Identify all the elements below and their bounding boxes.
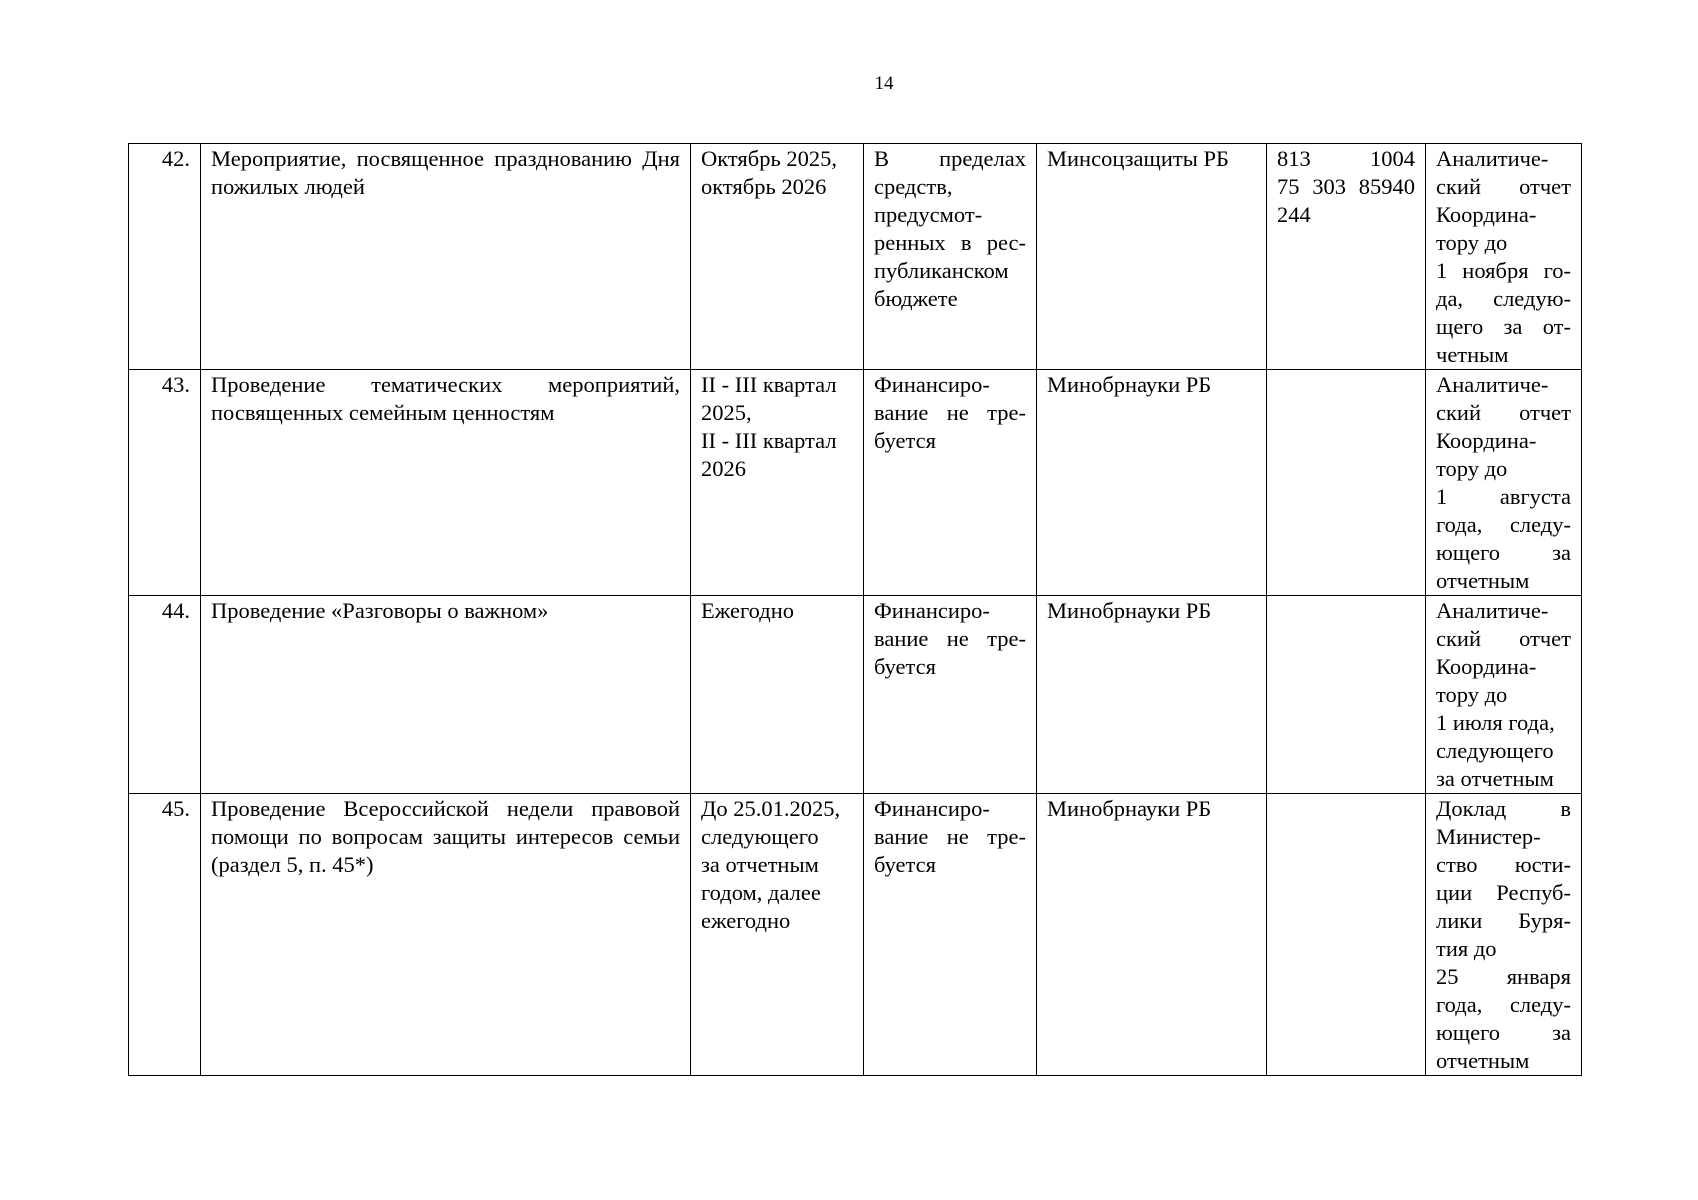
funding-line: бюджете (874, 286, 958, 311)
executor: Минобрнауки РБ (1037, 370, 1267, 596)
period-line: за отчетным (701, 852, 819, 877)
funding-line: вание не тре- (874, 400, 1026, 425)
report-line: следующего (1436, 738, 1554, 763)
report-line: лики Буря- (1436, 908, 1571, 933)
event-name: Проведение Всероссийской недели правовой помощи по вопросам защиты интересов семьи (раздел 5, п. 45*) (201, 794, 691, 1076)
report-cell (1426, 144, 1582, 370)
report-line: года, следу- (1436, 992, 1571, 1017)
report-line: тия до (1436, 936, 1497, 961)
budget-code-cell (1267, 144, 1426, 370)
funding-line: Финансиро- (874, 372, 990, 397)
funding-cell (864, 596, 1037, 794)
funding-line: буется (874, 654, 936, 679)
report-line: щего за от- (1436, 314, 1571, 339)
executor: Минсоцзащиты РБ (1037, 144, 1267, 370)
funding-cell (864, 794, 1037, 1076)
period-line: Ежегодно (701, 598, 794, 623)
budget-code-cell (1267, 370, 1426, 596)
funding-line: ренных в рес- (874, 230, 1026, 255)
period-line: 2025, (701, 400, 752, 425)
period-cell (691, 144, 864, 370)
report-line: ции Респуб- (1436, 880, 1571, 905)
report-line: ский отчет (1436, 400, 1571, 425)
report-line: Аналитиче- (1436, 598, 1549, 623)
executor: Минобрнауки РБ (1037, 794, 1267, 1076)
period-line: годом, далее (701, 880, 821, 905)
event-name: Мероприятие, посвященное празднованию Дня пожилых людей (201, 144, 691, 370)
period-line: II - III квартал (701, 428, 837, 453)
report-line: ство юсти- (1436, 852, 1571, 877)
budget-code-cell (1267, 794, 1426, 1076)
report-line: отчетным (1436, 1048, 1530, 1073)
budget-code-cell (1267, 596, 1426, 794)
report-line: ющего за (1436, 1020, 1571, 1045)
funding-line: вание не тре- (874, 626, 1026, 651)
report-line: Координа- (1436, 428, 1537, 453)
funding-line: буется (874, 852, 936, 877)
report-cell (1426, 794, 1582, 1076)
period-cell (691, 370, 864, 596)
budget-code-line: 75 303 85940 (1277, 174, 1415, 199)
period-line: ежегодно (701, 908, 791, 933)
funding-line: Финансиро- (874, 598, 990, 623)
funding-line: средств, (874, 174, 953, 199)
action-plan-table (128, 143, 1582, 1076)
report-line: Координа- (1436, 654, 1537, 679)
budget-code-line: 813 1004 (1277, 146, 1415, 171)
table-row (129, 144, 1582, 370)
report-line: года, следу- (1436, 512, 1571, 537)
period-line: Октябрь 2025, (701, 146, 837, 171)
period-line: II - III квартал (701, 372, 837, 397)
report-line: за отчетным (1436, 766, 1554, 791)
report-line: Аналитиче- (1436, 146, 1549, 171)
funding-line: предусмот- (874, 202, 983, 227)
period-cell (691, 794, 864, 1076)
period-cell (691, 596, 864, 794)
period-line: До 25.01.2025, (701, 796, 841, 821)
funding-cell (864, 144, 1037, 370)
report-line: 1 августа (1436, 484, 1571, 509)
period-line: следующего (701, 824, 819, 849)
funding-line: В пределах (874, 146, 1026, 171)
funding-line: публиканском (874, 258, 1009, 283)
report-line: четным (1436, 342, 1509, 367)
report-line: ский отчет (1436, 174, 1571, 199)
report-line: да, следую- (1436, 286, 1571, 311)
report-line: 25 января (1436, 964, 1571, 989)
report-line: 1 июля года, (1436, 710, 1555, 735)
report-line: Координа- (1436, 202, 1537, 227)
row-number: 43. (129, 370, 201, 596)
report-cell (1426, 596, 1582, 794)
report-line: 1 ноября го- (1436, 258, 1571, 283)
report-line: ский отчет (1436, 626, 1571, 651)
funding-cell (864, 370, 1037, 596)
report-line: Аналитиче- (1436, 372, 1549, 397)
event-name: Проведение тематических мероприятий, посвященных семейным ценностям (201, 370, 691, 596)
report-line: Министер- (1436, 824, 1541, 849)
event-name: Проведение «Разговоры о важном» (201, 596, 691, 794)
funding-line: вание не тре- (874, 824, 1026, 849)
report-line: тору до (1436, 682, 1508, 707)
table-row (129, 596, 1582, 794)
row-number: 44. (129, 596, 201, 794)
budget-code-line: 244 (1277, 202, 1311, 227)
report-line: отчетным (1436, 568, 1530, 593)
period-line: октябрь 2026 (701, 174, 827, 199)
report-line: тору до (1436, 230, 1508, 255)
table-row (129, 794, 1582, 1076)
executor: Минобрнауки РБ (1037, 596, 1267, 794)
period-line: 2026 (701, 456, 746, 481)
page-number: 14 (874, 73, 894, 94)
report-line: ющего за (1436, 540, 1571, 565)
row-number: 45. (129, 794, 201, 1076)
row-number: 42. (129, 144, 201, 370)
report-line: Доклад в (1436, 796, 1571, 821)
funding-line: Финансиро- (874, 796, 990, 821)
table-row (129, 370, 1582, 596)
funding-line: буется (874, 428, 936, 453)
report-cell (1426, 370, 1582, 596)
report-line: тору до (1436, 456, 1508, 481)
